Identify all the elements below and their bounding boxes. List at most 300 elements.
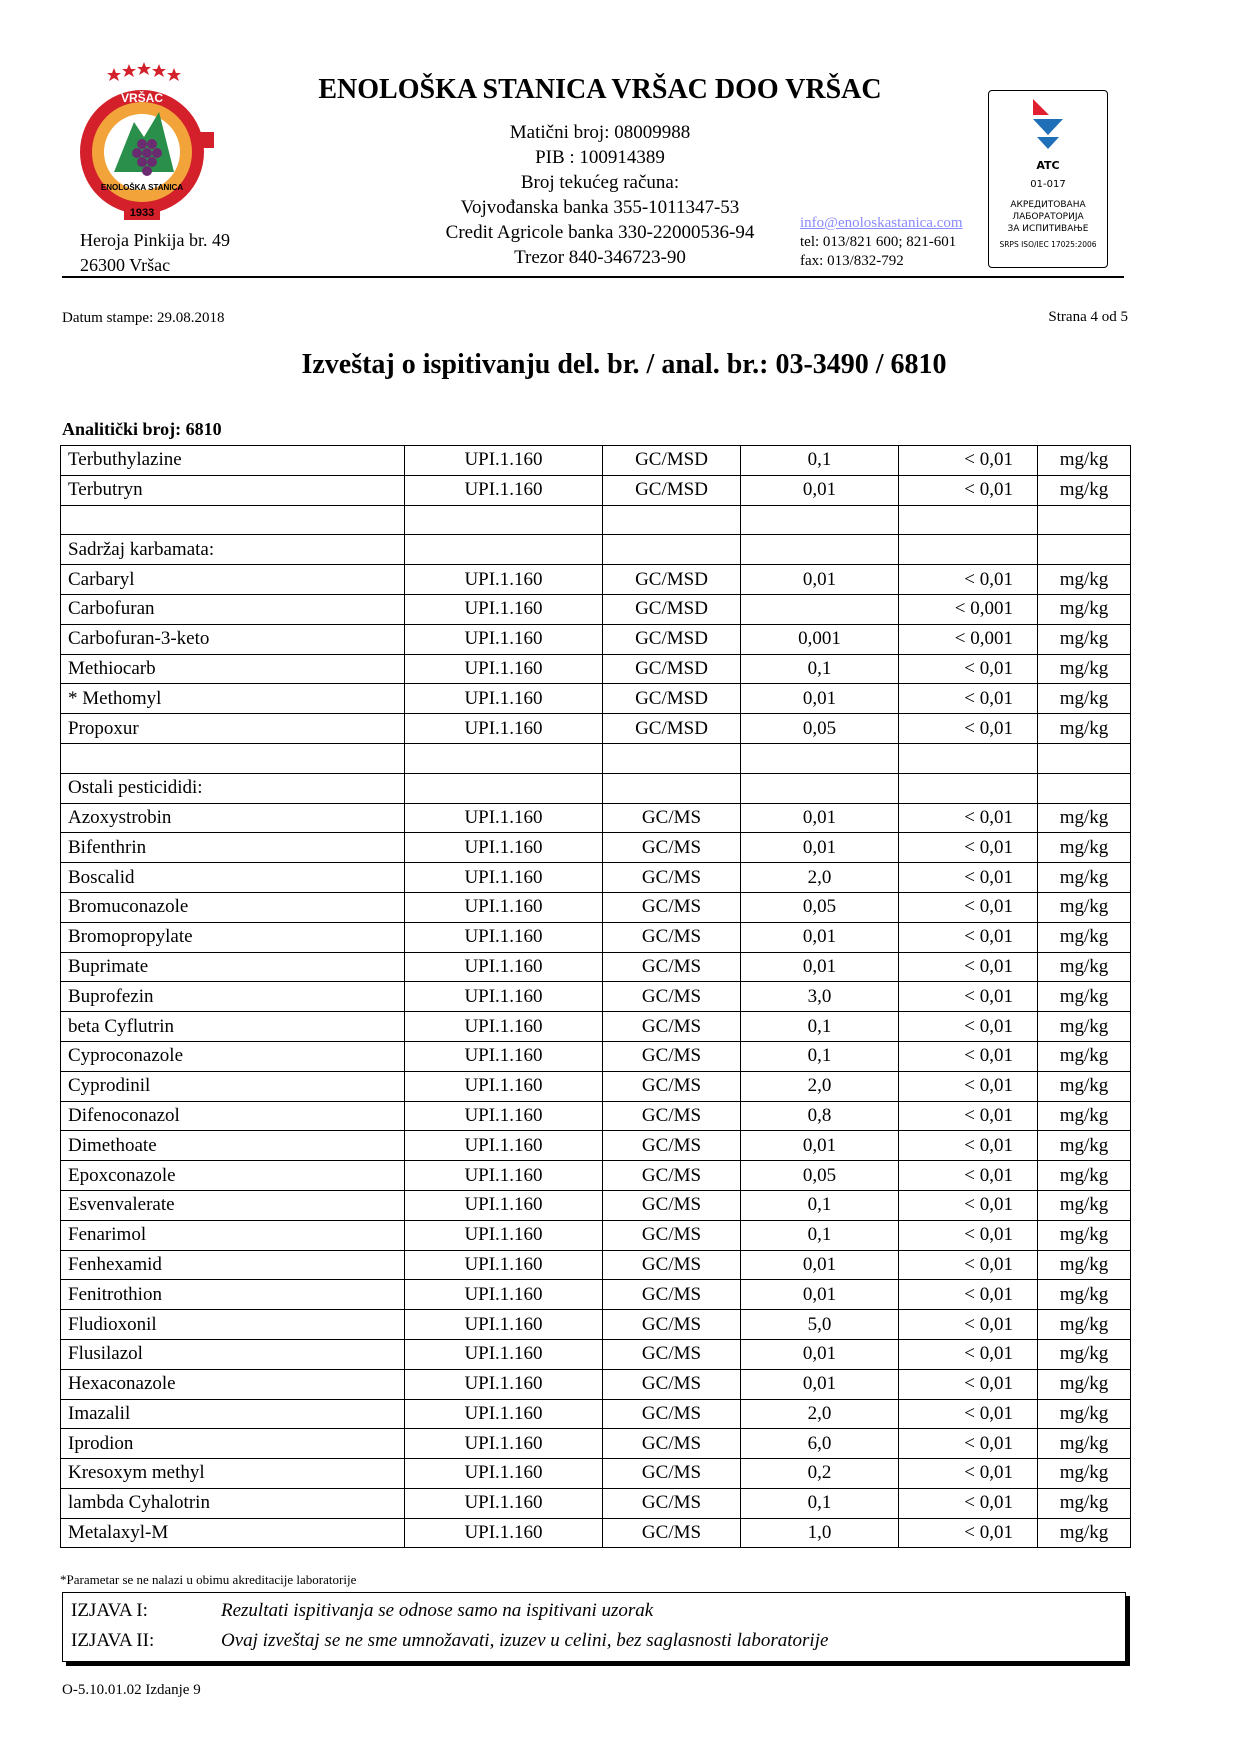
cell-mdk-limit xyxy=(741,505,899,535)
cell-technique: GC/MS xyxy=(603,892,741,922)
cell-technique: GC/MS xyxy=(603,1161,741,1191)
table-row xyxy=(61,1518,1131,1548)
cell-mdk-limit: 0,1 xyxy=(741,1220,899,1250)
cell-mdk-limit: 2,0 xyxy=(741,1071,899,1101)
table-row xyxy=(61,1041,1131,1071)
cell-technique: GC/MSD xyxy=(603,714,741,744)
svg-text:ENOLOŠKA STANICA: ENOLOŠKA STANICA xyxy=(100,183,184,192)
cell-technique: GC/MS xyxy=(603,1220,741,1250)
cell-technique: GC/MS xyxy=(603,1190,741,1220)
cell-method: UPI.1.160 xyxy=(405,654,603,684)
svg-text:ATC: ATC xyxy=(1036,159,1060,172)
cell-parameter: Carbofuran-3-keto xyxy=(61,624,405,654)
cell-mdk-limit: 0,01 xyxy=(741,833,899,863)
cell-parameter: Buprimate xyxy=(61,952,405,982)
cell-method: UPI.1.160 xyxy=(405,1012,603,1042)
table-row xyxy=(61,535,1131,565)
cell-method: UPI.1.160 xyxy=(405,1131,603,1161)
cell-parameter: Methiocarb xyxy=(61,654,405,684)
table-row xyxy=(61,952,1131,982)
cell-technique: GC/MSD xyxy=(603,624,741,654)
cell-result: < 0,01 xyxy=(899,565,1038,595)
cell-unit xyxy=(1038,505,1131,535)
cell-method: UPI.1.160 xyxy=(405,1250,603,1280)
cell-unit: mg/kg xyxy=(1038,1429,1131,1459)
company-logo xyxy=(74,62,214,222)
cell-unit: mg/kg xyxy=(1038,684,1131,714)
cell-method: UPI.1.160 xyxy=(405,1310,603,1340)
cell-result: < 0,01 xyxy=(899,1339,1038,1369)
table-row xyxy=(61,1488,1131,1518)
cell-method: UPI.1.160 xyxy=(405,594,603,624)
table-row xyxy=(61,1161,1131,1191)
cell-parameter: Terbuthylazine xyxy=(61,446,405,476)
cell-unit: mg/kg xyxy=(1038,982,1131,1012)
cell-unit: mg/kg xyxy=(1038,714,1131,744)
table-row xyxy=(61,773,1131,803)
table-row xyxy=(61,1399,1131,1429)
bank-account-3: Trezor 840-346723-90 xyxy=(514,247,686,268)
cell-parameter: Propoxur xyxy=(61,714,405,744)
cell-result: < 0,01 xyxy=(899,1488,1038,1518)
svg-text:ЛАБОРАТОРИЈА: ЛАБОРАТОРИЈА xyxy=(1012,212,1084,222)
statement-1 xyxy=(71,1600,653,1622)
cell-mdk-limit xyxy=(741,773,899,803)
cell-mdk-limit: 2,0 xyxy=(741,863,899,893)
cell-technique: GC/MS xyxy=(603,1339,741,1369)
cell-parameter: Kresoxym methyl xyxy=(61,1459,405,1489)
cell-method: UPI.1.160 xyxy=(405,1399,603,1429)
table-row xyxy=(61,654,1131,684)
cell-technique: GC/MS xyxy=(603,1310,741,1340)
svg-text:01-017: 01-017 xyxy=(1030,179,1066,190)
cell-mdk-limit: 0,1 xyxy=(741,1041,899,1071)
cell-technique: GC/MS xyxy=(603,803,741,833)
cell-technique: GC/MS xyxy=(603,833,741,863)
cell-result: < 0,01 xyxy=(899,475,1038,505)
cell-parameter: Cyproconazole xyxy=(61,1041,405,1071)
email-link[interactable]: info@enoloskastanica.com xyxy=(800,215,963,231)
cell-technique: GC/MSD xyxy=(603,446,741,476)
cell-technique xyxy=(603,773,741,803)
registry-number: Matični broj: 08009988 xyxy=(509,122,691,143)
cell-method: UPI.1.160 xyxy=(405,803,603,833)
form-code: O-5.10.01.02 Izdanje 9 xyxy=(62,1682,201,1698)
tax-id: PIB : 100914389 xyxy=(535,147,665,168)
cell-unit: mg/kg xyxy=(1038,1488,1131,1518)
cell-result xyxy=(899,773,1038,803)
cell-mdk-limit: 0,1 xyxy=(741,1488,899,1518)
cell-unit xyxy=(1038,743,1131,773)
cell-result: < 0,01 xyxy=(899,1041,1038,1071)
cell-parameter: lambda Cyhalotrin xyxy=(61,1488,405,1518)
cell-mdk-limit: 0,01 xyxy=(741,1131,899,1161)
table-row xyxy=(61,714,1131,744)
cell-unit: mg/kg xyxy=(1038,1250,1131,1280)
statement-2 xyxy=(71,1630,828,1652)
cell-result: < 0,01 xyxy=(899,1220,1038,1250)
table-row xyxy=(61,1220,1131,1250)
cell-mdk-limit: 0,1 xyxy=(741,1190,899,1220)
cell-parameter: Fludioxonil xyxy=(61,1310,405,1340)
cell-mdk-limit: 0,01 xyxy=(741,1250,899,1280)
cell-unit: mg/kg xyxy=(1038,1131,1131,1161)
statement-1-text: Rezultati ispitivanja se odnose samo na ispitivani uzorak xyxy=(221,1600,654,1621)
cell-mdk-limit: 2,0 xyxy=(741,1399,899,1429)
table-row xyxy=(61,1101,1131,1131)
cell-parameter: Fenhexamid xyxy=(61,1250,405,1280)
cell-parameter: Sadržaj karbamata: xyxy=(61,535,405,565)
cell-unit: mg/kg xyxy=(1038,803,1131,833)
cell-method: UPI.1.160 xyxy=(405,1369,603,1399)
cell-parameter: Boscalid xyxy=(61,863,405,893)
cell-parameter: Dimethoate xyxy=(61,1131,405,1161)
cell-mdk-limit: 0,05 xyxy=(741,892,899,922)
cell-technique: GC/MS xyxy=(603,1518,741,1548)
cell-result: < 0,01 xyxy=(899,1131,1038,1161)
cell-parameter: Fenitrothion xyxy=(61,1280,405,1310)
cell-unit: mg/kg xyxy=(1038,565,1131,595)
table-row xyxy=(61,892,1131,922)
cell-result: < 0,001 xyxy=(899,594,1038,624)
results-table xyxy=(60,445,1131,1548)
cell-parameter: Flusilazol xyxy=(61,1339,405,1369)
fax-number: fax: 013/832-792 xyxy=(800,253,904,269)
cell-mdk-limit: 6,0 xyxy=(741,1429,899,1459)
cell-parameter: Carbofuran xyxy=(61,594,405,624)
cell-parameter: Carbaryl xyxy=(61,565,405,595)
cell-technique: GC/MS xyxy=(603,1399,741,1429)
accreditation-footnote: *Parametar se ne nalazi u obimu akreditacije laboratorije xyxy=(60,1572,357,1587)
page-number: Strana 4 od 5 xyxy=(1048,309,1128,325)
table-row xyxy=(61,982,1131,1012)
cell-unit: mg/kg xyxy=(1038,1369,1131,1399)
cell-technique: GC/MSD xyxy=(603,654,741,684)
cell-method: UPI.1.160 xyxy=(405,1280,603,1310)
cell-method xyxy=(405,743,603,773)
cell-parameter: Imazalil xyxy=(61,1399,405,1429)
cell-method: UPI.1.160 xyxy=(405,892,603,922)
cell-parameter: Bifenthrin xyxy=(61,833,405,863)
cell-method: UPI.1.160 xyxy=(405,1459,603,1489)
svg-text:1933: 1933 xyxy=(129,207,155,219)
table-row xyxy=(61,624,1131,654)
table-row xyxy=(61,1339,1131,1369)
cell-method: UPI.1.160 xyxy=(405,1339,603,1369)
cell-parameter: Terbutryn xyxy=(61,475,405,505)
cell-parameter xyxy=(61,743,405,773)
table-row xyxy=(61,446,1131,476)
cell-unit: mg/kg xyxy=(1038,446,1131,476)
cell-method: UPI.1.160 xyxy=(405,833,603,863)
cell-unit: mg/kg xyxy=(1038,892,1131,922)
address-street: Heroja Pinkija br. 49 xyxy=(80,230,230,250)
cell-mdk-limit: 0,05 xyxy=(741,1161,899,1191)
cell-method: UPI.1.160 xyxy=(405,1071,603,1101)
svg-text:АКРЕДИТОВАНА: АКРЕДИТОВАНА xyxy=(1010,200,1086,210)
cell-unit: mg/kg xyxy=(1038,833,1131,863)
svg-text:ЗА ИСПИТИВАЊЕ: ЗА ИСПИТИВАЊЕ xyxy=(1007,224,1089,234)
cell-parameter: Iprodion xyxy=(61,1429,405,1459)
cell-result: < 0,01 xyxy=(899,1161,1038,1191)
cell-unit: mg/kg xyxy=(1038,1101,1131,1131)
cell-method xyxy=(405,773,603,803)
cell-technique: GC/MSD xyxy=(603,594,741,624)
table-row xyxy=(61,1369,1131,1399)
cell-mdk-limit: 0,1 xyxy=(741,654,899,684)
cell-technique: GC/MSD xyxy=(603,565,741,595)
analytical-number-label: Analitički broj: 6810 xyxy=(62,419,222,439)
cell-method: UPI.1.160 xyxy=(405,1161,603,1191)
cell-mdk-limit: 1,0 xyxy=(741,1518,899,1548)
table-row xyxy=(61,833,1131,863)
cell-unit: mg/kg xyxy=(1038,1459,1131,1489)
cell-unit: mg/kg xyxy=(1038,624,1131,654)
cell-result: < 0,01 xyxy=(899,1310,1038,1340)
cell-unit: mg/kg xyxy=(1038,863,1131,893)
table-row xyxy=(61,1250,1131,1280)
cell-parameter: Metalaxyl-M xyxy=(61,1518,405,1548)
cell-technique: GC/MS xyxy=(603,1041,741,1071)
table-row xyxy=(61,1071,1131,1101)
cell-technique: GC/MS xyxy=(603,1488,741,1518)
cell-technique: GC/MS xyxy=(603,1012,741,1042)
cell-parameter: Bromuconazole xyxy=(61,892,405,922)
cell-method: UPI.1.160 xyxy=(405,952,603,982)
cell-mdk-limit xyxy=(741,594,899,624)
cell-unit: mg/kg xyxy=(1038,922,1131,952)
cell-mdk-limit: 3,0 xyxy=(741,982,899,1012)
cell-method: UPI.1.160 xyxy=(405,714,603,744)
cell-mdk-limit: 0,01 xyxy=(741,475,899,505)
cell-technique: GC/MS xyxy=(603,1131,741,1161)
cell-technique: GC/MS xyxy=(603,982,741,1012)
cell-parameter: Bromopropylate xyxy=(61,922,405,952)
cell-method: UPI.1.160 xyxy=(405,1488,603,1518)
cell-mdk-limit: 0,01 xyxy=(741,1339,899,1369)
cell-result: < 0,01 xyxy=(899,952,1038,982)
cell-unit xyxy=(1038,773,1131,803)
cell-result xyxy=(899,535,1038,565)
statement-2-key: IZJAVA II: xyxy=(71,1630,155,1651)
cell-technique: GC/MS xyxy=(603,1280,741,1310)
cell-unit: mg/kg xyxy=(1038,1041,1131,1071)
cell-unit: mg/kg xyxy=(1038,654,1131,684)
cell-mdk-limit: 0,01 xyxy=(741,565,899,595)
cell-result: < 0,01 xyxy=(899,446,1038,476)
cell-unit: mg/kg xyxy=(1038,1190,1131,1220)
cell-technique: GC/MS xyxy=(603,1459,741,1489)
cell-unit: mg/kg xyxy=(1038,1339,1131,1369)
cell-result: < 0,01 xyxy=(899,1250,1038,1280)
cell-result xyxy=(899,505,1038,535)
cell-mdk-limit: 0,01 xyxy=(741,1369,899,1399)
address-city: 26300 Vršac xyxy=(80,255,171,275)
cell-method: UPI.1.160 xyxy=(405,624,603,654)
cell-mdk-limit: 0,1 xyxy=(741,446,899,476)
cell-technique: GC/MSD xyxy=(603,684,741,714)
table-row xyxy=(61,475,1131,505)
table-row xyxy=(61,1429,1131,1459)
cell-mdk-limit: 5,0 xyxy=(741,1310,899,1340)
print-date: Datum stampe: 29.08.2018 xyxy=(62,310,225,326)
cell-mdk-limit: 0,2 xyxy=(741,1459,899,1489)
table-row xyxy=(61,803,1131,833)
cell-parameter: Cyprodinil xyxy=(61,1071,405,1101)
cell-method: UPI.1.160 xyxy=(405,1041,603,1071)
cell-method: UPI.1.160 xyxy=(405,1220,603,1250)
cell-unit: mg/kg xyxy=(1038,475,1131,505)
cell-result: < 0,01 xyxy=(899,1369,1038,1399)
cell-parameter: Epoxconazole xyxy=(61,1161,405,1191)
bank-account-2: Credit Agricole banka 330-22000536-94 xyxy=(445,222,755,243)
cell-method: UPI.1.160 xyxy=(405,1518,603,1548)
cell-technique: GC/MS xyxy=(603,1101,741,1131)
table-row xyxy=(61,922,1131,952)
company-address xyxy=(80,228,230,278)
cell-method: UPI.1.160 xyxy=(405,475,603,505)
table-row xyxy=(61,1459,1131,1489)
header-divider xyxy=(62,276,1124,278)
cell-result: < 0,01 xyxy=(899,1012,1038,1042)
svg-text:SRPS ISO/IEC 17025:2006: SRPS ISO/IEC 17025:2006 xyxy=(999,240,1097,249)
cell-unit: mg/kg xyxy=(1038,952,1131,982)
cell-result: < 0,01 xyxy=(899,833,1038,863)
cell-result: < 0,01 xyxy=(899,982,1038,1012)
statement-1-key: IZJAVA I: xyxy=(71,1600,148,1621)
cell-parameter: Ostali pesticididi: xyxy=(61,773,405,803)
cell-technique: GC/MS xyxy=(603,1071,741,1101)
cell-mdk-limit: 0,01 xyxy=(741,684,899,714)
table-row xyxy=(61,1131,1131,1161)
cell-result: < 0,01 xyxy=(899,1101,1038,1131)
svg-text:VRŠAC: VRŠAC xyxy=(120,91,164,105)
cell-unit: mg/kg xyxy=(1038,1310,1131,1340)
cell-mdk-limit: 0,01 xyxy=(741,952,899,982)
cell-technique: GC/MSD xyxy=(603,475,741,505)
cell-result: < 0,01 xyxy=(899,1280,1038,1310)
cell-method: UPI.1.160 xyxy=(405,863,603,893)
cell-parameter: Difenoconazol xyxy=(61,1101,405,1131)
company-name: ENOLOŠKA STANICA VRŠAC DOO VRŠAC xyxy=(318,74,882,105)
cell-mdk-limit: 0,01 xyxy=(741,803,899,833)
cell-result: < 0,01 xyxy=(899,892,1038,922)
cell-method: UPI.1.160 xyxy=(405,1429,603,1459)
cell-result: < 0,01 xyxy=(899,1459,1038,1489)
cell-unit xyxy=(1038,535,1131,565)
cell-result: < 0,01 xyxy=(899,1399,1038,1429)
cell-method: UPI.1.160 xyxy=(405,565,603,595)
cell-unit: mg/kg xyxy=(1038,1071,1131,1101)
cell-parameter: Fenarimol xyxy=(61,1220,405,1250)
table-row xyxy=(61,1310,1131,1340)
cell-unit: mg/kg xyxy=(1038,1518,1131,1548)
cell-method xyxy=(405,505,603,535)
cell-mdk-limit: 0,05 xyxy=(741,714,899,744)
cell-technique: GC/MS xyxy=(603,863,741,893)
results-table-body xyxy=(61,446,1131,1548)
cell-result: < 0,01 xyxy=(899,1190,1038,1220)
cell-unit: mg/kg xyxy=(1038,1220,1131,1250)
cell-mdk-limit: 0,01 xyxy=(741,1280,899,1310)
cell-result: < 0,01 xyxy=(899,1071,1038,1101)
cell-method xyxy=(405,535,603,565)
company-registry-info xyxy=(400,120,800,270)
cell-unit: mg/kg xyxy=(1038,1280,1131,1310)
cell-parameter: Hexaconazole xyxy=(61,1369,405,1399)
cell-result: < 0,01 xyxy=(899,803,1038,833)
logo-stars xyxy=(107,62,181,81)
bank-account-1: Vojvođanska banka 355-1011347-53 xyxy=(460,197,740,218)
cell-result: < 0,01 xyxy=(899,922,1038,952)
cell-parameter xyxy=(61,505,405,535)
cell-method: UPI.1.160 xyxy=(405,1101,603,1131)
cell-technique xyxy=(603,743,741,773)
cell-mdk-limit xyxy=(741,743,899,773)
table-row xyxy=(61,1190,1131,1220)
cell-technique: GC/MS xyxy=(603,952,741,982)
cell-mdk-limit: 0,1 xyxy=(741,1012,899,1042)
cell-parameter: beta Cyflutrin xyxy=(61,1012,405,1042)
table-row xyxy=(61,743,1131,773)
cell-result: < 0,01 xyxy=(899,863,1038,893)
accreditation-badge xyxy=(988,90,1108,268)
cell-method: UPI.1.160 xyxy=(405,982,603,1012)
table-row xyxy=(61,505,1131,535)
accreditation-mark-icon xyxy=(1033,99,1063,149)
cell-result: < 0,01 xyxy=(899,1518,1038,1548)
cell-result: < 0,01 xyxy=(899,654,1038,684)
cell-technique xyxy=(603,535,741,565)
cell-technique: GC/MS xyxy=(603,1250,741,1280)
cell-unit: mg/kg xyxy=(1038,594,1131,624)
phone-number: tel: 013/821 600; 821-601 xyxy=(800,234,957,250)
report-title: Izveštaj o ispitivanju del. br. / anal. br.: 03-3490 / 6810 xyxy=(301,349,947,380)
cell-unit: mg/kg xyxy=(1038,1161,1131,1191)
table-row xyxy=(61,684,1131,714)
cell-method: UPI.1.160 xyxy=(405,684,603,714)
cell-technique: GC/MS xyxy=(603,922,741,952)
cell-mdk-limit: 0,01 xyxy=(741,922,899,952)
cell-technique xyxy=(603,505,741,535)
table-row xyxy=(61,565,1131,595)
cell-unit: mg/kg xyxy=(1038,1399,1131,1429)
cell-method: UPI.1.160 xyxy=(405,446,603,476)
contact-info xyxy=(800,214,963,271)
cell-method: UPI.1.160 xyxy=(405,1190,603,1220)
cell-parameter: Esvenvalerate xyxy=(61,1190,405,1220)
cell-mdk-limit xyxy=(741,535,899,565)
cell-parameter: Azoxystrobin xyxy=(61,803,405,833)
cell-unit: mg/kg xyxy=(1038,1012,1131,1042)
cell-technique: GC/MS xyxy=(603,1429,741,1459)
cell-mdk-limit: 0,001 xyxy=(741,624,899,654)
cell-result: < 0,01 xyxy=(899,684,1038,714)
cell-result: < 0,01 xyxy=(899,714,1038,744)
cell-parameter: Buprofezin xyxy=(61,982,405,1012)
cell-mdk-limit: 0,8 xyxy=(741,1101,899,1131)
table-row xyxy=(61,863,1131,893)
cell-result: < 0,001 xyxy=(899,624,1038,654)
account-label: Broj tekućeg računa: xyxy=(520,172,680,193)
cell-technique: GC/MS xyxy=(603,1369,741,1399)
table-row xyxy=(61,1012,1131,1042)
table-row xyxy=(61,1280,1131,1310)
table-row xyxy=(61,594,1131,624)
statement-2-text: Ovaj izveštaj se ne sme umnožavati, izuzev u celini, bez saglasnosti laboratorije xyxy=(221,1630,829,1651)
cell-method: UPI.1.160 xyxy=(405,922,603,952)
statements-box xyxy=(62,1592,1126,1662)
